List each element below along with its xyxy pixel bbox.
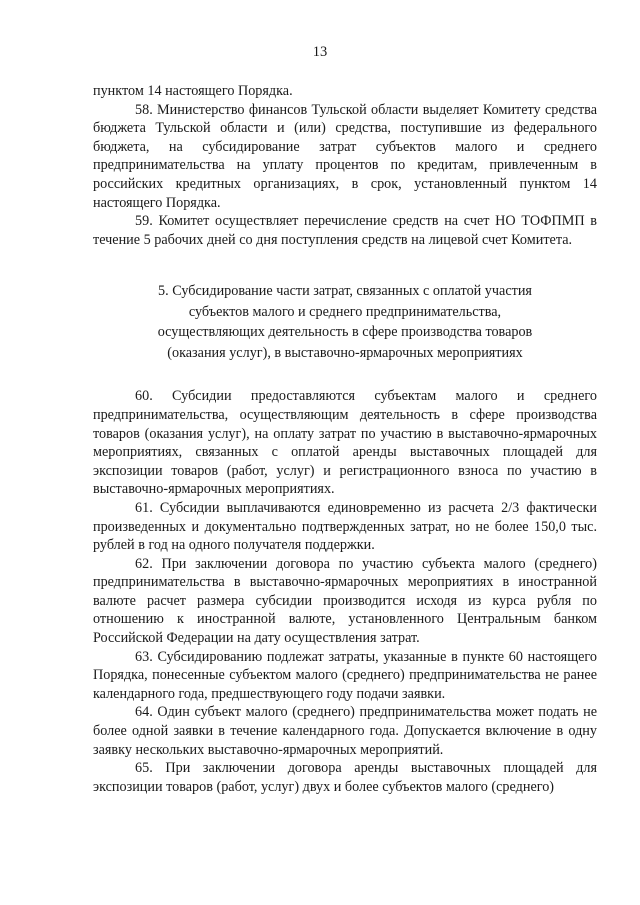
document-body: [93, 82, 597, 796]
paragraph-cont: пунктом 14 настоящего Порядка.: [93, 83, 293, 99]
paragraph-61: 61. Субсидии выплачиваются единовременно из расчета 2/3 фактически произведенных и документально подтвержденных затрат, но не более 150,0 тыс. рублей в год на одного получателя поддержки.: [93, 499, 597, 554]
paragraph-63: 63. Субсидированию подлежат затраты, указанные в пункте 60 настоящего Порядка, понесенные субъектом малого (среднего) предпринимательства не ранее календарного года, предшествующего году подачи заявки.: [93, 648, 597, 702]
heading-spacer: [93, 363, 597, 387]
section-heading-line: 5. Субсидирование части затрат, связанных с оплатой участия: [158, 283, 532, 300]
paragraph-58: 58. Министерство финансов Тульской области выделяет Комитету средства бюджета Тульской области и (или) средства, поступившие из федерального бюджета, на субсидирование затрат субъектов малого и среднего предпринимательства на уплату процентов по кредитам, привлеченным в российских кредитных организациях, в срок, установленный пунктом 14 настоящего Порядка.: [93, 101, 597, 211]
section-heading-line: осуществляющих деятельность в сфере производства товаров: [157, 324, 533, 341]
paragraph-64: 64. Один субъект малого (среднего) предпринимательства может подать не более одной заявки в течение календарного года. Допускается включение в одну заявку нескольких выставочно-ярмарочных мероприятий.: [93, 704, 597, 758]
paragraph-62: 62. При заключении договора по участию субъекта малого (среднего) предпринимательства в выставочно-ярмарочных мероприятиях в иностранной валюте расчет размера субсидии производится исходя из курса рубля по отношению к иностранной валюте, установленного Центральным банком Российской Федерации на дату осуществления затрат.: [93, 555, 597, 647]
paragraph-65: 65. При заключении договора аренды выставочных площадей для экспозиции товаров (работ, услуг) двух и более субъектов малого (среднего): [93, 760, 597, 795]
paragraph-60: 60. Субсидии предоставляются субъектам малого и среднего предпринимательства, осуществляющим деятельность в сфере производства товаров (оказания услуг), на оплату затрат по участию в выставочно-ярмарочных мероприятиях, связанных с оплатой аренды выставочных площадей для экспозиции товаров (работ, услуг) и регистрационного взноса по участию в выставочно-ярмарочных мероприятиях.: [93, 388, 597, 498]
page-number: 13: [312, 44, 328, 60]
section-heading: [93, 281, 597, 363]
paragraph-59: 59. Комитет осуществляет перечисление средств на счет НО ТОФПМП в течение 5 рабочих дней со дня поступления средств на лицевой счет Комитета.: [93, 213, 597, 248]
paragraphs-before: [93, 82, 597, 249]
section-heading-line: (оказания услуг), в выставочно-ярмарочных мероприятиях: [167, 344, 523, 361]
section-heading-line: субъектов малого и среднего предпринимательства,: [188, 303, 502, 320]
paragraphs-after: [93, 387, 597, 796]
